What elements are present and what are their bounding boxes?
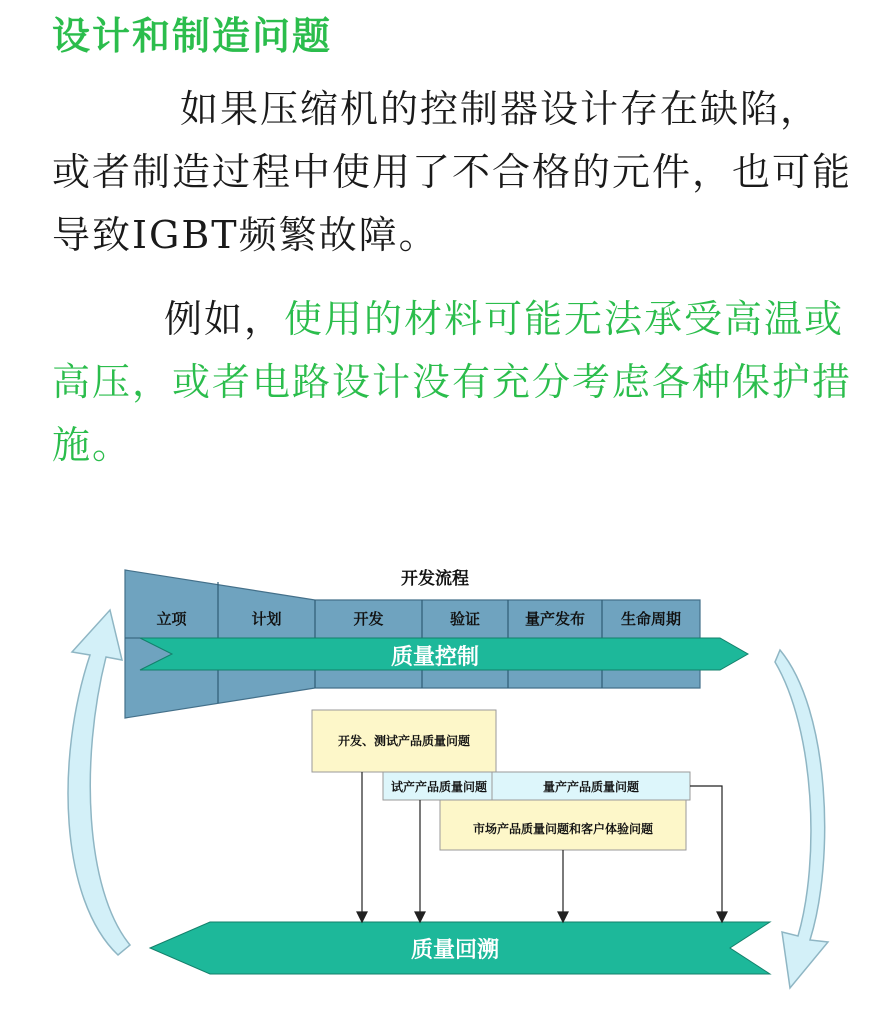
right-curved-arrow-icon bbox=[775, 650, 828, 988]
left-curved-arrow-icon bbox=[68, 610, 130, 955]
stage-label-verification: 验证 bbox=[449, 610, 480, 628]
paragraph-cause-text: 如果压缩机的控制器设计存在缺陷，或者制造过程中使用了不合格的元件，也可能导致IGBT频繁故障。 bbox=[52, 87, 853, 257]
issue-label-trial: 试产产品质量问题 bbox=[390, 780, 487, 794]
issue-label-market: 市场产品质量问题和客户体验问题 bbox=[472, 822, 653, 836]
process-title: 开发流程 bbox=[401, 569, 469, 589]
quality-process-diagram bbox=[30, 560, 870, 1000]
section-heading: 设计和制造问题 bbox=[52, 13, 333, 58]
paragraph-example bbox=[52, 288, 852, 477]
stage-label-initiation: 立项 bbox=[156, 610, 187, 628]
quality-control-label: 质量控制 bbox=[390, 645, 479, 670]
paragraph-cause bbox=[52, 78, 852, 267]
issue-label-mass: 量产产品质量问题 bbox=[542, 780, 639, 794]
stage-label-planning: 计划 bbox=[251, 610, 282, 628]
stage-label-development: 开发 bbox=[353, 610, 384, 628]
issue-label-dev-test: 开发、测试产品质量问题 bbox=[337, 734, 470, 748]
paragraph-example-highlight: 使用的材料可能无法承受高温或高压，或者电路设计没有充分考虑各种保护措施。 bbox=[52, 297, 853, 467]
paragraph-example-lead: 例如， bbox=[164, 297, 285, 341]
stage-label-mass-release: 量产发布 bbox=[524, 610, 585, 628]
quality-trace-label: 质量回溯 bbox=[410, 938, 499, 963]
stage-label-lifecycle: 生命周期 bbox=[620, 610, 681, 628]
